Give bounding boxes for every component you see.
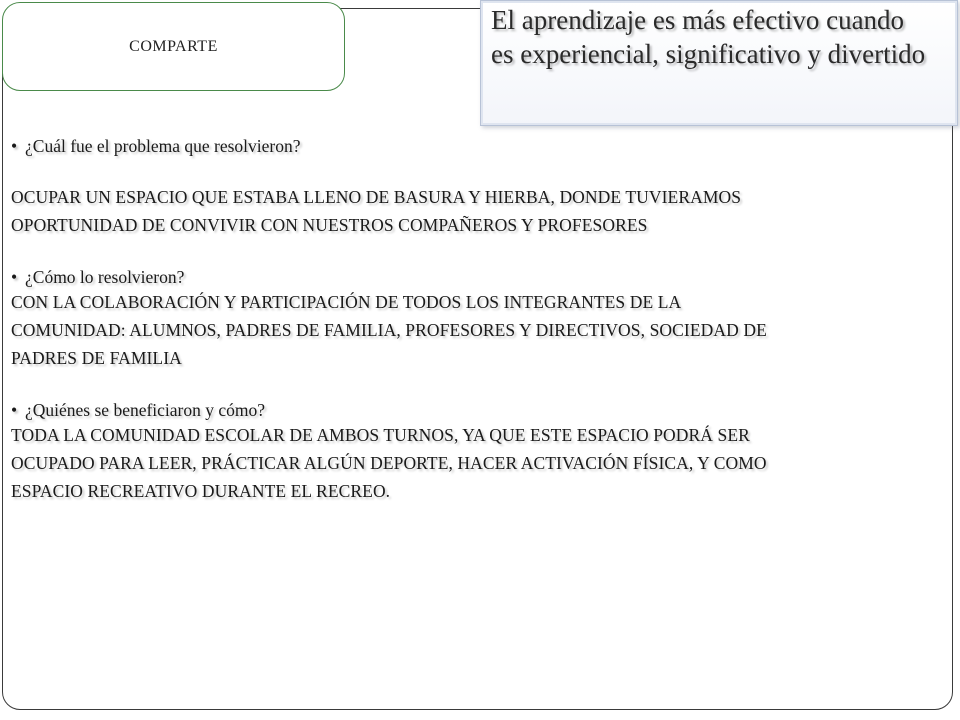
- question-2-text: ¿Cómo lo resolvieron?: [25, 267, 185, 287]
- title-box: [480, 0, 958, 126]
- question-1: [11, 135, 926, 157]
- question-3-text: ¿Quiénes se beneficiaron y cómo?: [25, 400, 266, 420]
- question-1-text: ¿Cuál fue el problema que resolvieron?: [25, 136, 301, 156]
- answer-1-line-1: OCUPAR UN ESPACIO QUE ESTABA LLENO DE BASURA Y HIERBA, DONDE TUVIERAMOS: [11, 187, 742, 207]
- answer-2-line-2: COMUNIDAD: ALUMNOS, PADRES DE FAMILIA, PROFESORES Y DIRECTIVOS, SOCIEDAD DE: [11, 320, 767, 340]
- bullet-icon: •: [11, 136, 18, 156]
- answer-3-line-1: TODA LA COMUNIDAD ESCOLAR DE AMBOS TURNOS, YA QUE ESTE ESPACIO PODRÁ SER: [11, 425, 750, 445]
- comparte-tab[interactable]: [2, 2, 345, 91]
- answer-2-line-1: CON LA COLABORACIÓN Y PARTICIPACIÓN DE TODOS LOS INTEGRANTES DE LA: [11, 292, 682, 312]
- answer-3-line-2: OCUPADO PARA LEER, PRÁCTICAR ALGÚN DEPORTE, HACER ACTIVACIÓN FÍSICA, Y COMO: [11, 453, 767, 473]
- question-2: [11, 266, 926, 288]
- title-line-1: El aprendizaje es más efectivo cuando: [491, 5, 905, 35]
- comparte-tab-label: COMPARTE: [129, 37, 218, 55]
- content-body: [11, 135, 926, 505]
- answer-3: [11, 421, 926, 505]
- answer-2: [11, 288, 926, 372]
- answer-2-line-3: PADRES DE FAMILIA: [11, 348, 182, 368]
- answer-1-line-2: OPORTUNIDAD DE CONVIVIR CON NUESTROS COMPAÑEROS Y PROFESORES: [11, 215, 648, 235]
- bullet-icon: •: [11, 267, 18, 287]
- answer-3-line-3: ESPACIO RECREATIVO DURANTE EL RECREO.: [11, 481, 391, 501]
- answer-1: [11, 183, 926, 239]
- bullet-icon: •: [11, 400, 18, 420]
- question-3: [11, 399, 926, 421]
- title-line-2: es experiencial, significativo y divertido: [491, 39, 926, 69]
